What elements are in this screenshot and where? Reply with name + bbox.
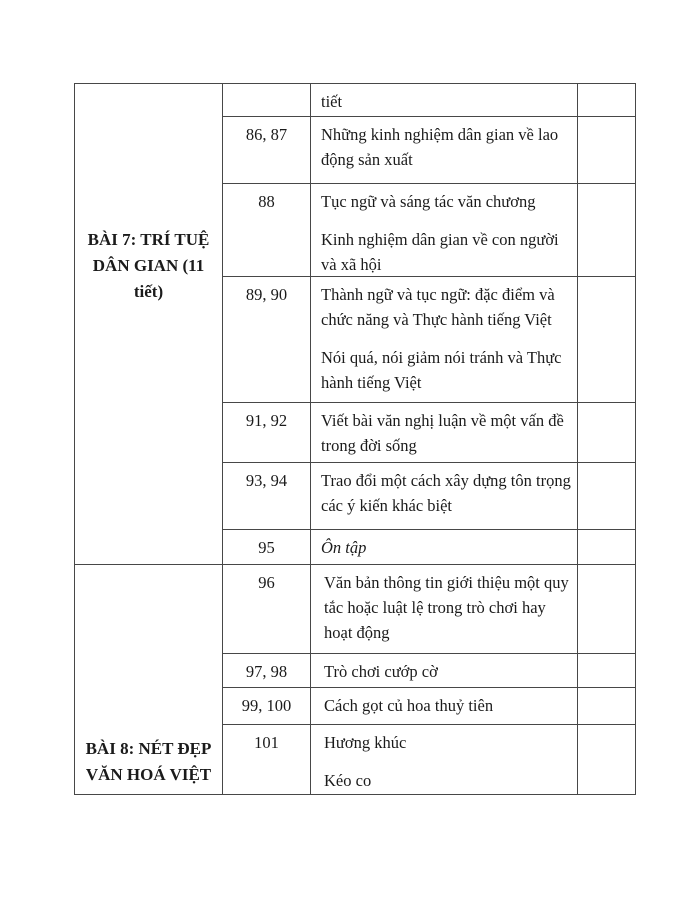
- schedule-row: [223, 530, 635, 564]
- notes-cell: [578, 277, 635, 402]
- lesson-cell: [311, 565, 578, 653]
- lesson-cell: [311, 277, 578, 402]
- unit-8-section: [75, 565, 635, 794]
- unit-7-title-line: BÀI 7: TRÍ TUỆ: [87, 230, 210, 249]
- notes-cell: [578, 403, 635, 462]
- lesson-text: Tục ngữ và sáng tác văn chương: [321, 192, 536, 211]
- schedule-row: [223, 117, 635, 184]
- lesson-text: Nói quá, nói giảm nói tránh và Thực hành tiếng Việt: [321, 348, 562, 392]
- unit-7-title-line: tiết): [133, 282, 164, 301]
- lesson-text: Hương khúc: [324, 733, 407, 752]
- unit-7-title: [88, 227, 210, 305]
- lesson-text: Trao đổi một cách xây dựng tôn trọng các ý kiến khác biệt: [321, 471, 571, 515]
- schedule-row: [223, 654, 635, 688]
- notes-cell: [578, 117, 635, 183]
- periods-cell: 95: [223, 530, 311, 564]
- periods-cell: [223, 84, 311, 116]
- notes-cell: [578, 84, 635, 116]
- lesson-cell: [311, 117, 578, 183]
- periods-cell: 97, 98: [223, 654, 311, 687]
- lesson-text: Thành ngữ và tục ngữ: đặc điểm và chức năng và Thực hành tiếng Việt: [321, 285, 555, 329]
- notes-cell: [578, 530, 635, 564]
- schedule-row: [223, 84, 635, 117]
- unit-7-title-cell: [75, 84, 223, 564]
- notes-cell: [578, 463, 635, 529]
- schedule-row: [223, 565, 635, 654]
- notes-cell: [578, 565, 635, 653]
- unit-7-rows: [223, 84, 635, 564]
- lesson-text: Kéo co: [324, 771, 372, 790]
- periods-cell: 91, 92: [223, 403, 311, 462]
- schedule-row: [223, 277, 635, 403]
- lesson-cell: [311, 688, 578, 724]
- lesson-text: Viết bài văn nghị luận về một vấn đề trong đời sống: [321, 411, 564, 455]
- lesson-cell: [311, 403, 578, 462]
- notes-cell: [578, 688, 635, 724]
- notes-cell: [578, 725, 635, 794]
- notes-cell: [578, 654, 635, 687]
- lesson-text: Kinh nghiệm dân gian về con người và xã hội: [321, 230, 559, 274]
- periods-cell: 93, 94: [223, 463, 311, 529]
- lesson-cell: [311, 84, 578, 116]
- lesson-text: Ôn tập: [321, 538, 367, 557]
- lesson-cell: [311, 530, 578, 564]
- schedule-row: [223, 184, 635, 277]
- schedule-row: [223, 463, 635, 530]
- periods-cell: 88: [223, 184, 311, 276]
- lesson-text: Văn bản thông tin giới thiệu một quy tắc hoặc luật lệ trong trò chơi hay hoạt động: [324, 573, 569, 642]
- curriculum-table: [74, 83, 636, 795]
- periods-cell: 101: [223, 725, 311, 794]
- lesson-cell: [311, 725, 578, 794]
- unit-8-rows: [223, 565, 635, 794]
- notes-cell: [578, 184, 635, 276]
- unit-8-title-line: VĂN HOÁ VIỆT: [85, 765, 212, 784]
- periods-cell: 99, 100: [223, 688, 311, 724]
- lesson-cell: [311, 184, 578, 276]
- schedule-row: [223, 403, 635, 463]
- unit-8-title-line: BÀI 8: NÉT ĐẸP: [85, 739, 212, 758]
- periods-cell: 96: [223, 565, 311, 653]
- unit-7-title-line: DÂN GIAN (11: [92, 256, 205, 275]
- periods-cell: 86, 87: [223, 117, 311, 183]
- lesson-cell: [311, 463, 578, 529]
- lesson-text: Trò chơi cướp cờ: [324, 662, 438, 681]
- lesson-text: tiết: [321, 92, 343, 111]
- schedule-row: [223, 688, 635, 725]
- unit-8-title: [86, 736, 212, 788]
- unit-8-title-cell: [75, 565, 223, 794]
- schedule-row: [223, 725, 635, 794]
- lesson-text: Những kinh nghiệm dân gian về lao động sản xuất: [321, 125, 559, 169]
- unit-7-section: [75, 84, 635, 565]
- lesson-cell: [311, 654, 578, 687]
- lesson-text: Cách gọt củ hoa thuỷ tiên: [324, 696, 494, 715]
- periods-cell: 89, 90: [223, 277, 311, 402]
